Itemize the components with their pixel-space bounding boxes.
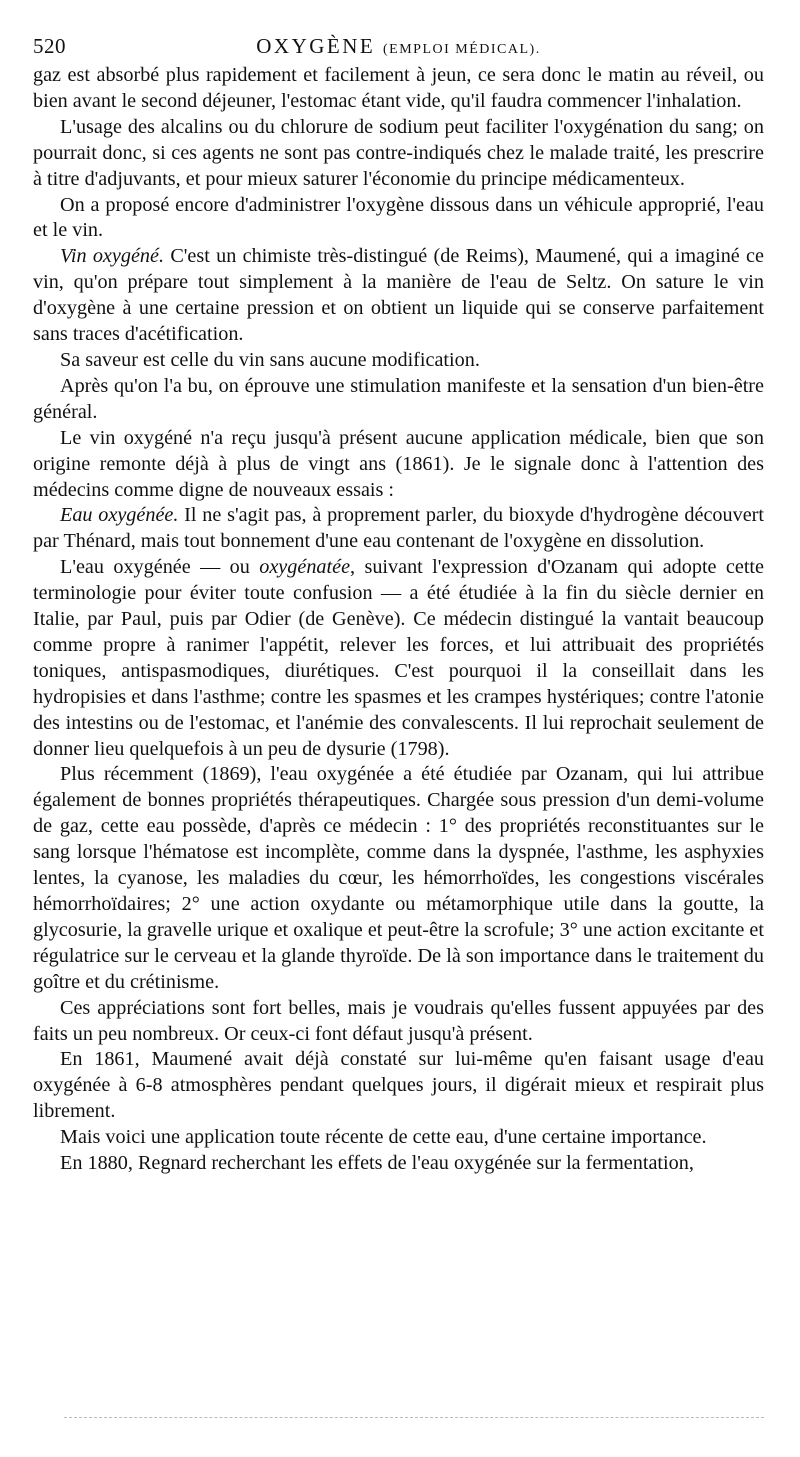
paragraph <box>33 348 764 374</box>
body-text <box>33 63 764 1177</box>
paragraph <box>33 244 764 348</box>
paragraph-text: L'eau oxygénée — ou <box>60 556 260 579</box>
paragraph <box>33 996 764 1048</box>
paragraph-text: Il ne s'agit pas, à proprement parler, du bioxyde d'hydrogène découvert par Thénard, mais tout bonnement d'une eau contenant de l'oxygène en dissolution. <box>33 504 764 553</box>
paragraph <box>33 63 764 115</box>
running-title-sub: (EMPLOI MÉDICAL). <box>383 42 541 57</box>
running-header <box>33 32 764 62</box>
italic-heading: Eau oxygénée. <box>60 504 179 527</box>
paragraph-text: Plus récemment (1869), l'eau oxygénée a été étudiée par Ozanam, qui lui attribue également de bonnes propriétés thérapeutiques. Chargée sous pression d'un demi-volume de gaz, cette eau possède, d'après ce médecin : 1° des propriétés reconstituantes sur le sang lorsque l'hématose est incomplète, comme dans la dyspnée, l'asthme, les asphyxies lentes, la cyanose, les maladies du cœur, les hémorrhoïdes, les congestions viscérales hémorrhoïdaires; 2° une action oxydante ou métamorphique utile dans la goutte, la glycosurie, la gravelle urique et oxalique et peut-être la scrofule; 3° une action excitante et régulatrice sur le cerveau et la glande thyroïde. De là son importance dans le traitement du goître et du crétinisme. <box>33 763 764 993</box>
paragraph-text: , suivant l'expression d'Ozanam qui adopte cette terminologie pour éviter toute confusion — a été étudiée à la fin du siècle dernier en Italie, par Paul, puis par Odier (de Genève). Ce médecin distingué la vantait beaucoup comme propre à ranimer l'appétit, relever les forces, et lui attribuait des propriétés toniques, antispasmodiques, diurétiques. C'est pourquoi il la conseillait dans les hydropisies et dans l'asthme; contre les spasmes et les crampes hystériques; contre l'atonie des intestins ou de l'estomac, et l'anémie des convalescents. Il lui reprochait seulement de donner lieu quelquefois à un peu de dysurie (1798). <box>33 556 764 760</box>
paragraph <box>33 1151 764 1177</box>
paragraph-text: Mais voici une application toute récente de cette eau, d'une certaine importance. <box>60 1126 707 1149</box>
paragraph-text: Ces appréciations sont fort belles, mais je voudrais qu'elles fussent appuyées par des faits un peu nombreux. Or ceux-ci font défaut jusqu'à présent. <box>33 996 764 1045</box>
paragraph <box>33 193 764 245</box>
paragraph <box>33 503 764 555</box>
paragraph-text: C'est un chimiste très-distingué (de Reims), Maumené, qui a imaginé ce vin, qu'on prépare tout simplement à la manière de l'eau de Seltz. On sature le vin d'oxygène à une certaine pression et on obtient un liquide qui se conserve parfaitement sans traces d'acétification. <box>33 245 764 346</box>
italic-heading: Vin oxygéné. <box>60 245 165 268</box>
paragraph <box>33 1125 764 1151</box>
page-number: 520 <box>33 34 66 58</box>
paragraph-text: Le vin oxygéné n'a reçu jusqu'à présent aucune application médicale, bien que son origine remonte déjà à plus de vingt ans (1861). Je le signale donc à l'attention des médecins comme digne de nouveaux essais : <box>33 426 764 501</box>
paragraph <box>33 426 764 504</box>
running-title-main: OXYGÈNE <box>256 34 376 58</box>
footer-rule <box>64 1417 764 1418</box>
paragraph-text: Sa saveur est celle du vin sans aucune modification. <box>60 348 480 371</box>
paragraph-text: gaz est absorbé plus rapidement et facilement à jeun, ce sera donc le matin au réveil, ou bien avant le second déjeuner, l'estomac étant vide, qu'il faudra commencer l'inhalation. <box>33 64 764 112</box>
italic-term: oxygénatée <box>259 556 351 579</box>
paragraph <box>33 555 764 762</box>
paragraph-text: Après qu'on l'a bu, on éprouve une stimulation manifeste et la sensation d'un bien-être général. <box>33 374 764 423</box>
paragraph <box>33 762 764 995</box>
paragraph-text: En 1861, Maumené avait déjà constaté sur lui-même qu'en faisant usage d'eau oxygénée à 6-8 atmosphères pendant quelques jours, il digérait mieux et respirait plus librement. <box>33 1048 764 1123</box>
paragraph-text: En 1880, Regnard recherchant les effets de l'eau oxygénée sur la fermentation, <box>60 1152 694 1175</box>
running-title <box>33 32 764 64</box>
paragraph <box>33 1047 764 1125</box>
paragraph-text: L'usage des alcalins ou du chlorure de sodium peut faciliter l'oxygénation du sang; on pourrait donc, si ces agents ne sont pas contre-indiqués chez le malade traité, les prescrire à titre d'adjuvants, et pour mieux saturer l'économie du principe médicamenteux. <box>33 115 764 190</box>
paragraph <box>33 115 764 193</box>
paragraph <box>33 374 764 426</box>
paragraph-text: On a proposé encore d'administrer l'oxygène dissous dans un véhicule approprié, l'eau et le vin. <box>33 193 764 242</box>
